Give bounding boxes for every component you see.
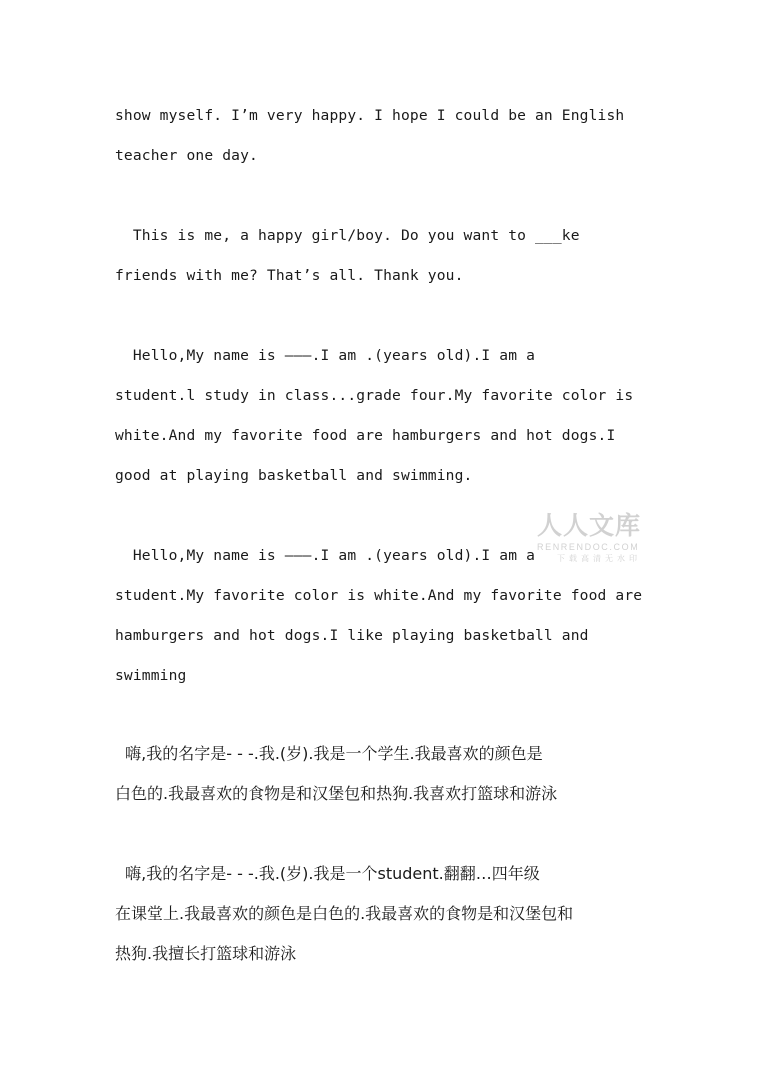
text-line: show myself. I’m very happy. I hope I could be an English: [115, 107, 625, 124]
text-line: 嗨,我的名字是- - -.我.(岁).我是一个student.翻翻…四年级: [115, 864, 540, 883]
text-line: teacher one day.: [115, 147, 258, 164]
text-line: 白色的.我最喜欢的食物是和汉堡包和热狗.我喜欢打篮球和游泳: [115, 784, 558, 803]
text-line: good at playing basketball and swimming.: [115, 467, 473, 484]
text-line: Hello,My name is ———.I am .(years old).I am a: [115, 347, 536, 364]
text-line: Hello,My name is ———.I am .(years old).I am a: [115, 547, 536, 564]
text-line: This is me, a happy girl/boy. Do you want to ___ke: [115, 227, 580, 244]
watermark-site: RENRENDOC.COM: [537, 542, 640, 552]
watermark-subtitle: 下载高清无水印: [557, 554, 641, 563]
watermark-title: 人人文库: [537, 511, 642, 540]
text-line: student.My favorite color is white.And my favorite food are: [115, 587, 643, 604]
text-line: student.l study in class...grade four.My favorite color is: [115, 387, 634, 404]
text-line: hamburgers and hot dogs.I like playing basketball and: [115, 627, 589, 644]
watermark: [535, 512, 645, 568]
text-line: swimming: [115, 667, 187, 684]
text-line: 嗨,我的名字是- - -.我.(岁).我是一个学生.我最喜欢的颜色是: [115, 744, 543, 763]
text-line: white.And my favorite food are hamburgers and hot dogs.I: [115, 427, 616, 444]
text-line: friends with me? That’s all. Thank you.: [115, 267, 464, 284]
text-line: 在课堂上.我最喜欢的颜色是白色的.我最喜欢的食物是和汉堡包和: [115, 904, 574, 923]
text-line: 热狗.我擅长打篮球和游泳: [115, 944, 297, 963]
